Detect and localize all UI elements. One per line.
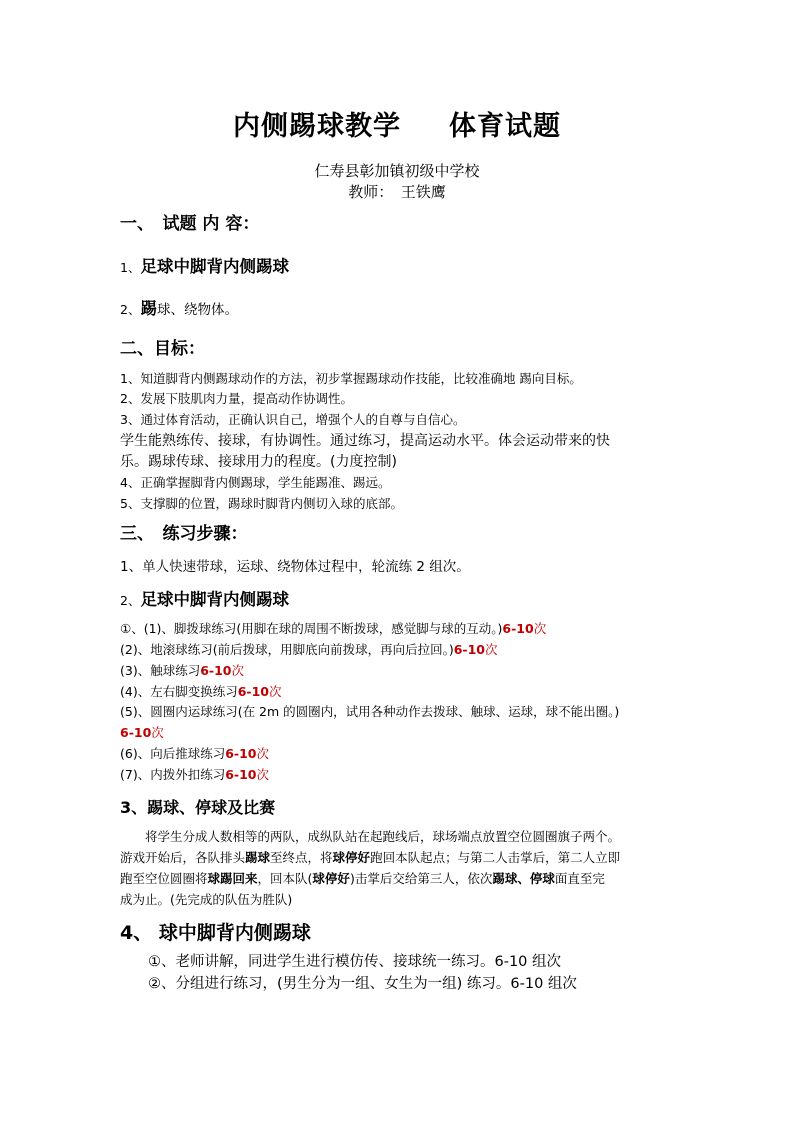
section2-heading: 二、目标：: [120, 339, 205, 359]
goal-line-5: 乐。踢球传球、接球用力的程度。(力度控制): [120, 454, 397, 470]
game-para-3: 跑至空位圆圈将球踢回来，回本队(球停好)击掌后交给第三人，依次踢球、停球面直至完: [120, 871, 605, 886]
game-para-1: 将学生分成人数相等的两队，成纵队站在起跑线后，球场端点放置空位圆圈旗子两个。: [120, 829, 621, 844]
exercise-7: (7)、内拨外扣练习6-10次: [120, 767, 270, 782]
exercise-3: (3)、触球练习6-10次: [120, 663, 245, 678]
section1-heading: 一、 试题 内 容：: [120, 214, 260, 234]
title-part1: 内侧踢球教学: [233, 111, 401, 142]
exercise-6: (6)、向后推球练习6-10次: [120, 746, 270, 761]
exercise-5: (5)、圆圈内运球练习(在 2m 的圆圈内，试用各种动作去拨球、触球、运球，球不能出圈。): [120, 704, 620, 719]
goal-line-3: 3、通过体育活动，正确认识自己，增强个人的自尊与自信心。: [120, 412, 466, 427]
section1-item1: 1、足球中脚背内侧踢球: [120, 257, 289, 276]
exercise-1: ①、(1)、脚拨球练习(用脚在球的周围不断拨球，感觉脚与球的互动。)6-10次: [120, 621, 547, 636]
section4-line-1: ①、老师讲解，同进学生进行模仿传、接球统一练习。6-10 组次: [148, 954, 562, 970]
exercise-4: (4)、左右脚变换练习6-10次: [120, 684, 282, 699]
title-part2: 体育试题: [449, 111, 561, 142]
goal-line-7: 5、支撑脚的位置，踢球时脚背内侧切入球的底部。: [120, 496, 403, 511]
section1-item2: 2、踢球、绕物体。: [120, 299, 238, 318]
goal-line-2: 2、发展下肢肌肉力量，提高动作协调性。: [120, 391, 353, 406]
section3-heading: 三、 练习步骤：: [120, 524, 248, 544]
school-name: 仁寿县彰加镇初级中学校: [314, 162, 480, 180]
section4-line-2: ②、分组进行练习，(男生分为一组、女生为一组) 练习。6-10 组次: [148, 976, 577, 992]
game-para-2: 游戏开始后，各队排头踢球至终点，将球停好跑回本队起点；与第二人击掌后，第二人立即: [120, 850, 621, 865]
step-3-heading: 3、踢球、停球及比赛: [120, 798, 276, 817]
game-para-4: 成为止。(先完成的队伍为胜队): [120, 892, 293, 907]
goal-line-1: 1、知道脚背内侧踢球动作的方法，初步掌握踢球动作技能，比较准确地 踢向目标。: [120, 371, 582, 386]
step-1: 1、单人快速带球，运球、绕物体过程中，轮流练 2 组次。: [120, 559, 470, 575]
exercise-2: (2)、地滚球练习(前后拨球，用脚底向前拨球，再向后拉回。)6-10次: [120, 642, 498, 657]
goal-line-6: 4、正确掌握脚背内侧踢球，学生能踢准、踢远。: [120, 475, 391, 490]
goal-line-4: 学生能熟练传、接球，有协调性。通过练习，提高运动水平。体会运动带来的快: [120, 433, 610, 449]
page-title: [0, 104, 794, 143]
step-2: 2、足球中脚背内侧踢球: [120, 590, 289, 609]
teacher-name: 教师： 王铁鹰: [348, 183, 446, 201]
exercise-5-reps: 6-10次: [120, 725, 164, 740]
section4-heading: 4、 球中脚背内侧踢球: [120, 922, 311, 944]
